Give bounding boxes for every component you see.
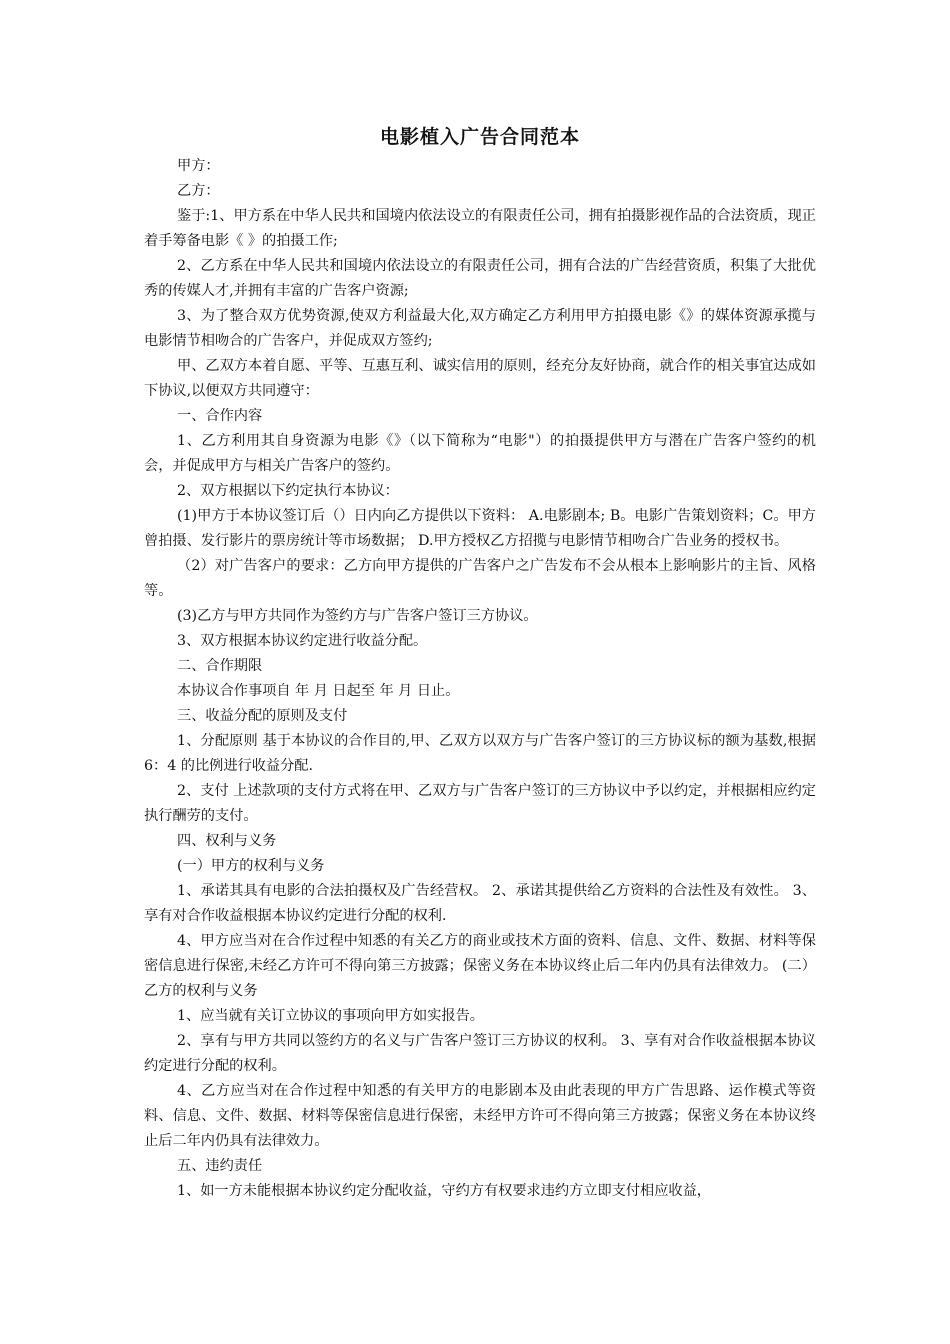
clause-paragraph: 2、享有与甲方共同以签约方的名义与广告客户签订三方协议的权利。 3、享有对合作收益根据本协议约定进行分配的权利。 — [144, 1033, 816, 1074]
section-heading: 四、权利与义务 — [177, 833, 277, 849]
clause-paragraph: (3)乙方与甲方共同作为签约方与广告客户签订三方协议。 — [177, 608, 538, 624]
document-body — [144, 154, 816, 1204]
clause-paragraph: 1、乙方利用其自身资源为电影《》（以下简称为“电影"）的拍摄提供甲方与潜在广告客户签约的机会，并促成甲方与相关广告客户的签约。 — [144, 433, 816, 474]
document-title: 电影植入广告合同范本 — [379, 126, 580, 148]
recital-paragraph: 鉴于:1、甲方系在中华人民共和国境内依法设立的有限责任公司，拥有拍摄影视作品的合法资质，现正着手筹备电影《 》的拍摄工作; — [144, 208, 816, 249]
recital-paragraph: 2、乙方系在中华人民共和国境内依法设立的有限责任公司，拥有合法的广告经营资质，积集了大批优秀的传媒人才,并拥有丰富的广告客户资源; — [144, 258, 816, 299]
section-heading: 二、合作期限 — [177, 658, 263, 674]
clause-paragraph: 2、支付 上述款项的支付方式将在甲、乙双方与广告客户签订的三方协议中予以约定，并根据相应约定执行酬劳的支付。 — [144, 783, 816, 824]
clause-paragraph: 3、双方根据本协议约定进行收益分配。 — [177, 633, 428, 649]
clause-paragraph: 1、如一方未能根据本协议约定分配收益，守约方有权要求违约方立即支付相应收益， — [177, 1183, 711, 1199]
clause-paragraph: 2、双方根据以下约定执行本协议： — [177, 483, 399, 499]
clause-paragraph: 1、承诺其具有电影的合法拍摄权及广告经营权。 2、承诺其提供给乙方资料的合法性及有效性。 3、享有对合作收益根据本协议约定进行分配的权利. — [144, 883, 816, 924]
section-heading: 一、合作内容 — [177, 408, 263, 424]
subsection-heading: (一）甲方的权利与义务 — [177, 858, 325, 874]
clause-paragraph: (1)甲方于本协议签订后（）日内向乙方提供以下资料： A.电影剧本; B。电影广告策划资料；C。甲方曾拍摄、发行影片的票房统计等市场数据； D.甲方授权乙方招揽与电影情节相吻合广告业务的授权书。 — [144, 508, 816, 549]
party-b-line: 乙方： — [177, 183, 220, 199]
recital-paragraph: 3、为了整合双方优势资源,使双方利益最大化,双方确定乙方利用甲方拍摄电影《》的媒体资源承揽与电影情节相吻合的广告客户，并促成双方签约; — [144, 308, 816, 349]
clause-paragraph: 本协议合作事项自 年 月 日起至 年 月 日止。 — [177, 683, 460, 699]
clause-paragraph: 4、甲方应当对在合作过程中知悉的有关乙方的商业或技术方面的资料、信息、文件、数据、材料等保密信息进行保密,未经乙方许可不得向第三方披露；保密义务在本协议终止后二年内仍具有法律效力。 (二） 乙方的权利与义务 — [144, 933, 816, 999]
document-page — [144, 120, 816, 1204]
section-heading: 五、违约责任 — [177, 1158, 263, 1174]
party-a-line: 甲方： — [177, 158, 220, 174]
clause-paragraph: 1、分配原则 基于本协议的合作目的,甲、乙双方以双方与广告客户签订的三方协议标的额为基数,根据 6：4 的比例进行收益分配. — [144, 733, 816, 774]
section-heading: 三、收益分配的原则及支付 — [177, 708, 348, 724]
recital-paragraph: 甲、乙双方本着自愿、平等、互惠互利、诚实信用的原则，经充分友好协商，就合作的相关事宜达成如下协议,以便双方共同遵守： — [144, 358, 816, 399]
clause-paragraph: 4、乙方应当对在合作过程中知悉的有关甲方的电影剧本及由此表现的甲方广告思路、运作模式等资料、信息、文件、数据、材料等保密信息进行保密，未经甲方许可不得向第三方披露；保密义务在本协议终止后二年内仍具有法律效力。 — [144, 1083, 816, 1149]
clause-paragraph: （2）对广告客户的要求：乙方向甲方提供的广告客户之广告发布不会从根本上影响影片的主旨、风格等。 — [144, 558, 816, 599]
clause-paragraph: 1、应当就有关订立协议的事项向甲方如实报告。 — [177, 1008, 484, 1024]
